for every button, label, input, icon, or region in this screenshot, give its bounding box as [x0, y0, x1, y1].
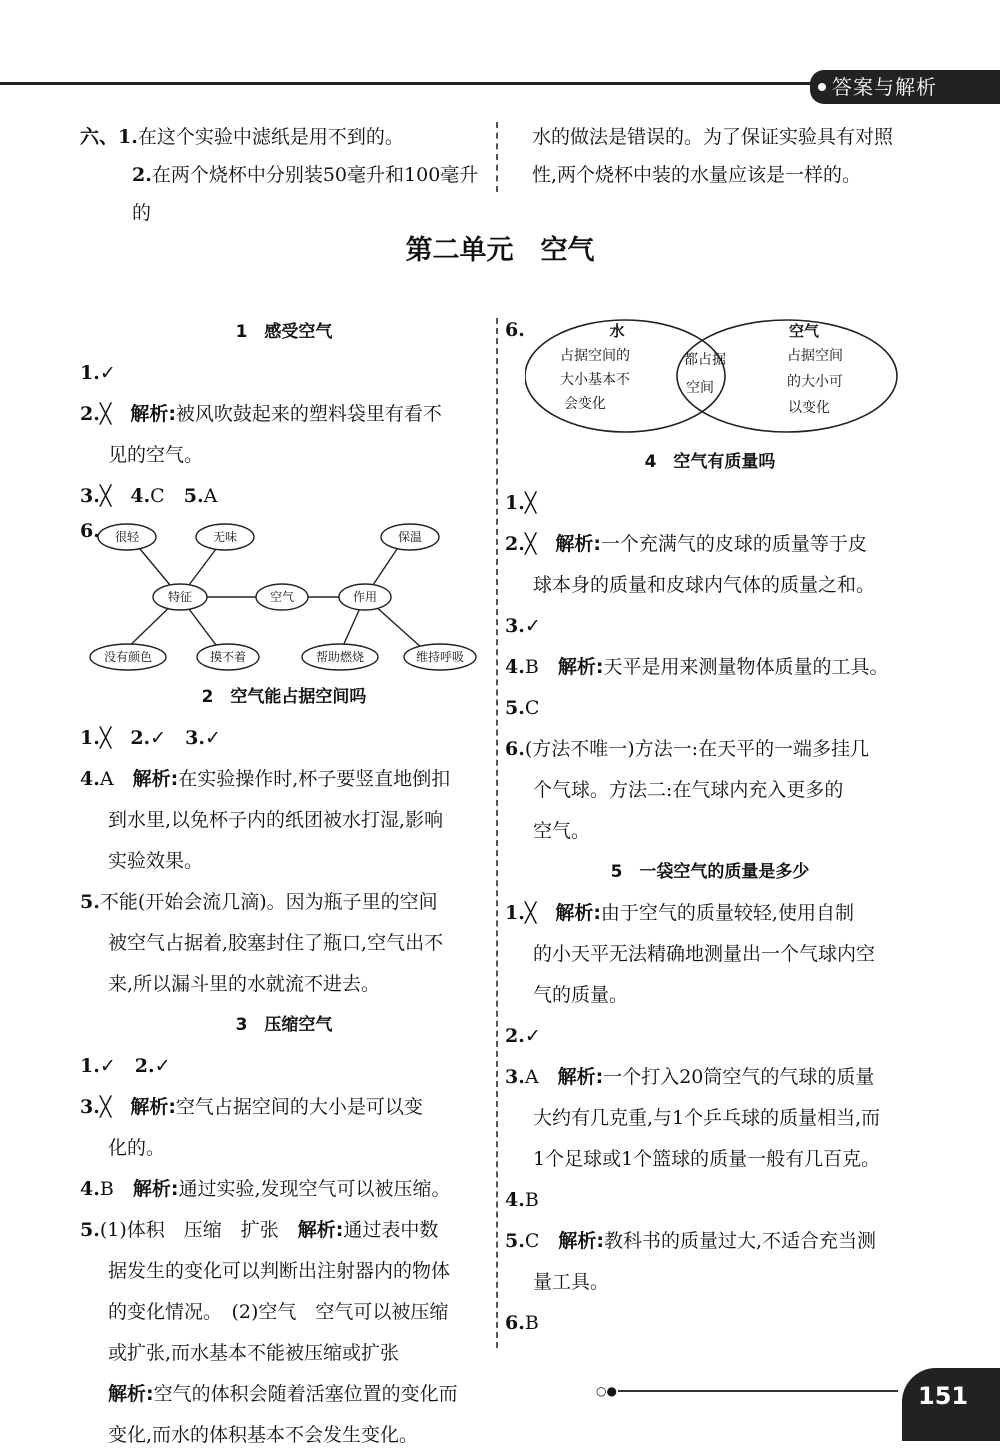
section-title: 2 空气能占据空间吗 [201, 687, 367, 707]
section-title: 1 感受空气 [235, 322, 333, 342]
mindmap-svg [80, 517, 488, 677]
venn-left-title: 水 [609, 322, 625, 340]
mindmap-left-hub: 特征 [167, 590, 193, 604]
header-tab [810, 70, 1000, 104]
mindmap-node: 很轻 [114, 530, 140, 544]
page-number: 151 [902, 1368, 1000, 1441]
venn-svg [525, 312, 915, 440]
venn-right-title: 空气 [788, 322, 820, 340]
header-label: 答案与解析 [832, 75, 937, 99]
mindmap-diagram: 6. 很轻 无味 特征 空气 作用 保温 没有颜色 摸不着 帮助燃烧 维持呼吸 [80, 517, 488, 677]
svg-text:空间: 空间 [686, 380, 714, 396]
svg-text:会变化: 会变化 [564, 396, 606, 412]
mindmap-node: 没有颜色 [103, 650, 153, 664]
top-left-block: 六、1.在这个实验中滤纸是用不到的。 2.在两个烧杯中分别装50毫升和100毫升的 [80, 126, 479, 224]
right-column: 6. 水 空气 占据空间的 大小基本不 会变化 都占据 空间 占据空间 的大小可 以变化 4 空气有质量吗 1.╳ 2.╳ 解析:一个充满气的皮球的质量等于皮 球本身的质量和皮球内气体的质量之和。 3.✓ 4.B 解析:天平是用来测量物体质量的工具。 5.C 6.(方法不唯一)方法一:在天平的一端多挂几 个气球。方法二:在气球内充入更多的 空气。 5 一袋空气的质量是多少 1.╳ 解析:由于空气的质量较轻,使用自制 的小天平无法精确地测量出一个气球内空 气的质量。 2.✓ 3.A 解析:一个打入20筒空气的气球的质量 大约有几克重,与1个乒乓球的质量相当,而 1个足球或1个篮球的质量一般有几百克。 4.B 5.C 解析:教科书的质量过大,不适合充当测 量工具。 6.B [505, 312, 915, 1344]
left-column: 1 感受空气 1.✓ 2.╳ 解析:被风吹鼓起来的塑料袋里有看不 见的空气。 3.╳ 4.C 5.A 6. 很轻 无味 特征 空气 作用 保温 没有颜色 摸不着 帮助燃烧 维持呼吸 2 空气能占据空间吗 1.╳ 2.✓ 3.✓ 4.A 解析:在实验操作时,杯子要竖直地倒扣 到水里,以免杯子内的纸团被水打湿,影响 实验效果。 5.不能(开始会流几滴)。因为瓶子里的空间 被空气占据着,胶塞封住了瓶口,空气出不 来,所以漏斗里的水就流不进去。 3 压缩空气 1.✓ 2.✓ 3.╳ 解析:空气占据空间的大小是可以变 化的。 4.B 解析:通过实验,发现空气可以被压缩。 5.(1)体积 压缩 扩张 解析:通过表中数 据发生的变化可以判断出注射器内的物体 的变化情况。 (2)空气 空气可以被压缩 或扩张,而水基本不能被压缩或扩张 解析:空气的体积会随着活塞位置的变化而 变化,而水的体积基本不会发生变化。 [80, 312, 488, 1456]
mindmap-node: 保温 [397, 530, 423, 544]
top-divider [496, 122, 498, 192]
top-right-block: 水的做法是错误的。为了保证实验具有对照 性,两个烧杯中装的水量应该是一样的。 [532, 126, 894, 186]
mindmap-center: 空气 [269, 590, 295, 604]
venn-diagram: 6. 水 空气 占据空间的 大小基本不 会变化 都占据 空间 占据空间 的大小可 以变化 [505, 312, 915, 442]
mindmap-node: 维持呼吸 [415, 650, 465, 664]
mindmap-node: 摸不着 [209, 650, 247, 664]
section-title: 3 压缩空气 [235, 1015, 333, 1035]
svg-text:占据空间的: 占据空间的 [560, 348, 630, 364]
footer-dots-icon: ○● [596, 1384, 617, 1398]
svg-text:以变化: 以变化 [788, 400, 830, 416]
bullet-icon [818, 83, 826, 91]
mindmap-right-hub: 作用 [352, 590, 378, 604]
svg-text:大小基本不: 大小基本不 [560, 372, 630, 388]
header-rule [0, 82, 820, 85]
svg-text:占据空间: 占据空间 [787, 348, 843, 364]
mindmap-node: 无味 [212, 530, 238, 544]
unit-title: 第二单元 空气 [405, 235, 595, 266]
svg-text:都占据: 都占据 [684, 352, 726, 368]
mindmap-node: 帮助燃烧 [315, 650, 365, 664]
svg-text:的大小可: 的大小可 [787, 374, 843, 390]
column-divider [496, 318, 498, 1348]
footer-rule [618, 1390, 898, 1392]
section-title: 4 空气有质量吗 [644, 452, 776, 472]
section-title: 5 一袋空气的质量是多少 [610, 862, 810, 882]
